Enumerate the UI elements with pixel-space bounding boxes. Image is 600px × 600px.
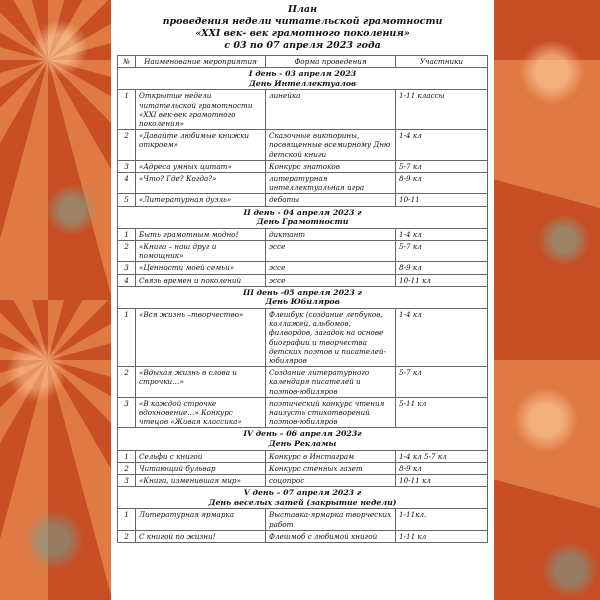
event-name: «Вся жизнь –творчество» bbox=[136, 309, 266, 367]
header-event: Наименование мероприятия bbox=[136, 56, 266, 68]
row-number: 1 bbox=[118, 228, 136, 240]
row-number: 3 bbox=[118, 262, 136, 274]
event-name: С книгой по жизни! bbox=[136, 530, 266, 542]
table-row bbox=[118, 530, 488, 542]
table-row bbox=[118, 462, 488, 474]
day-header-row bbox=[118, 206, 488, 228]
event-name: Читающий бульвар bbox=[136, 462, 266, 474]
participants: 5-7 кл bbox=[396, 160, 488, 172]
row-number: 2 bbox=[118, 530, 136, 542]
event-name: Связь времен и поколений bbox=[136, 274, 266, 286]
participants: 8-9 кл bbox=[396, 262, 488, 274]
header-participants: Участники bbox=[396, 56, 488, 68]
table-row bbox=[118, 309, 488, 367]
event-name: Литературная ярмарка bbox=[136, 509, 266, 530]
participants: 1-11 классы bbox=[396, 90, 488, 130]
table-body bbox=[118, 68, 488, 543]
day-date: V день – 07 апреля 2023 г bbox=[243, 488, 362, 498]
title-line-3: «XXI век- век грамотного поколения» bbox=[195, 28, 410, 39]
event-form: Конкурс в Инстаграм bbox=[266, 450, 396, 462]
event-form: соцопрос bbox=[266, 475, 396, 487]
event-form: Выставка-ярмарка творческих работ bbox=[266, 509, 396, 530]
table-row bbox=[118, 228, 488, 240]
row-number: 2 bbox=[118, 367, 136, 398]
event-form: дебаты bbox=[266, 194, 396, 206]
table-row bbox=[118, 241, 488, 262]
day-header-cell bbox=[118, 206, 488, 228]
day-date: I день - 03 апреля 2023 bbox=[248, 69, 357, 79]
event-form: литературная интеллектуальная игра bbox=[266, 173, 396, 194]
participants: 1-4 кл 5-7 кл bbox=[396, 450, 488, 462]
table-row bbox=[118, 160, 488, 172]
day-header-row bbox=[118, 428, 488, 450]
participants: 8-9 кл bbox=[396, 173, 488, 194]
table-row bbox=[118, 262, 488, 274]
table-row bbox=[118, 450, 488, 462]
row-number: 4 bbox=[118, 274, 136, 286]
participants: 1-4 кл bbox=[396, 228, 488, 240]
day-header-row bbox=[118, 286, 488, 308]
day-name: День Юбиляров bbox=[265, 297, 340, 307]
event-name: «Литературная дуэль» bbox=[136, 194, 266, 206]
row-number: 1 bbox=[118, 509, 136, 530]
row-number: 3 bbox=[118, 160, 136, 172]
table-row bbox=[118, 397, 488, 428]
day-name: День Интеллектуалов bbox=[248, 78, 357, 88]
title-line-4: с 03 по 07 апреля 2023 года bbox=[224, 40, 381, 51]
document-title bbox=[117, 4, 488, 52]
participants: 10-11 кл bbox=[396, 475, 488, 487]
day-header-cell bbox=[118, 286, 488, 308]
event-name: «В каждой строчке вдохновение…» Конкурс чтецов «Живая классика» bbox=[136, 397, 266, 428]
event-form: эссе bbox=[266, 241, 396, 262]
event-name: «Книга, изменившая мир» bbox=[136, 475, 266, 487]
day-name: День Рекламы bbox=[268, 439, 337, 449]
day-header-cell bbox=[118, 68, 488, 90]
event-name: «Адреса умных цитат» bbox=[136, 160, 266, 172]
participants: 8-9 кл bbox=[396, 462, 488, 474]
event-form: Конкурс стенных газет bbox=[266, 462, 396, 474]
participants: 5-7 кл bbox=[396, 367, 488, 398]
event-form: Сказочные викторины, посвященные всемирному Дню детской книги bbox=[266, 130, 396, 161]
day-name: День Грамотности bbox=[256, 217, 349, 227]
row-number: 3 bbox=[118, 475, 136, 487]
table-row bbox=[118, 90, 488, 130]
event-form: эссе bbox=[266, 274, 396, 286]
event-name: Открытие недели читательской грамотности «XXI век-век грамотного поколения» bbox=[136, 90, 266, 130]
row-number: 1 bbox=[118, 309, 136, 367]
participants: 5-11 кл bbox=[396, 397, 488, 428]
event-form: Создание литературного календаря писателей и поэтов-юбиляров bbox=[266, 367, 396, 398]
participants: 10-11 bbox=[396, 194, 488, 206]
event-form: Флешмоб с любимой книгой bbox=[266, 530, 396, 542]
event-name: «Ценности моей семьи» bbox=[136, 262, 266, 274]
participants: 1-11 кл bbox=[396, 530, 488, 542]
row-number: 2 bbox=[118, 130, 136, 161]
title-line-1: План bbox=[287, 4, 317, 15]
table-row bbox=[118, 509, 488, 530]
event-name: Быть грамотным модно! bbox=[136, 228, 266, 240]
participants: 5-7 кл bbox=[396, 241, 488, 262]
header-form: Форма проведения bbox=[266, 56, 396, 68]
event-form: линейка bbox=[266, 90, 396, 130]
row-number: 5 bbox=[118, 194, 136, 206]
day-header-row bbox=[118, 68, 488, 90]
participants: 1-4 кл bbox=[396, 130, 488, 161]
document-page bbox=[111, 0, 494, 600]
table-row bbox=[118, 130, 488, 161]
day-date: III день -05 апреля 2023 г bbox=[243, 287, 362, 297]
table-row bbox=[118, 475, 488, 487]
day-date: II день - 04 апреля 2023 г bbox=[243, 207, 362, 217]
table-header-row bbox=[118, 56, 488, 68]
table-row bbox=[118, 194, 488, 206]
participants: 1-11кл. bbox=[396, 509, 488, 530]
event-form: поэтический конкурс чтения наизусть стихотворений поэтов-юбиляров bbox=[266, 397, 396, 428]
table-row bbox=[118, 367, 488, 398]
row-number: 3 bbox=[118, 397, 136, 428]
row-number: 2 bbox=[118, 241, 136, 262]
title-line-2: проведения недели читательской грамотности bbox=[162, 16, 443, 27]
event-name: Сельфи с книгой bbox=[136, 450, 266, 462]
event-name: «Что? Где? Когда?» bbox=[136, 173, 266, 194]
day-header-row bbox=[118, 487, 488, 509]
event-name: «Вдыхая жизнь в слова и строчки…» bbox=[136, 367, 266, 398]
event-name: «Давайте любимые книжки откроем» bbox=[136, 130, 266, 161]
event-form: диктант bbox=[266, 228, 396, 240]
day-name: День веселых затей (закрытие недели) bbox=[208, 497, 397, 507]
event-form: эссе bbox=[266, 262, 396, 274]
participants: 1-4 кл bbox=[396, 309, 488, 367]
day-header-cell bbox=[118, 487, 488, 509]
row-number: 1 bbox=[118, 90, 136, 130]
schedule-table bbox=[117, 55, 488, 543]
table-row bbox=[118, 274, 488, 286]
table-row bbox=[118, 173, 488, 194]
row-number: 1 bbox=[118, 450, 136, 462]
header-number: № bbox=[118, 56, 136, 68]
row-number: 4 bbox=[118, 173, 136, 194]
row-number: 2 bbox=[118, 462, 136, 474]
day-header-cell bbox=[118, 428, 488, 450]
event-name: «Книга – наш друг и помощник» bbox=[136, 241, 266, 262]
event-form: Флешбук (создание лепбуков, коллажей, альбомов, филвордов, загадок на основе биографии и творчества детских поэтов и писателей-юбиляров bbox=[266, 309, 396, 367]
day-date: IV день – 06 апреля 2023г bbox=[243, 429, 362, 439]
participants: 10-11 кл bbox=[396, 274, 488, 286]
event-form: Конкурс знатоков bbox=[266, 160, 396, 172]
